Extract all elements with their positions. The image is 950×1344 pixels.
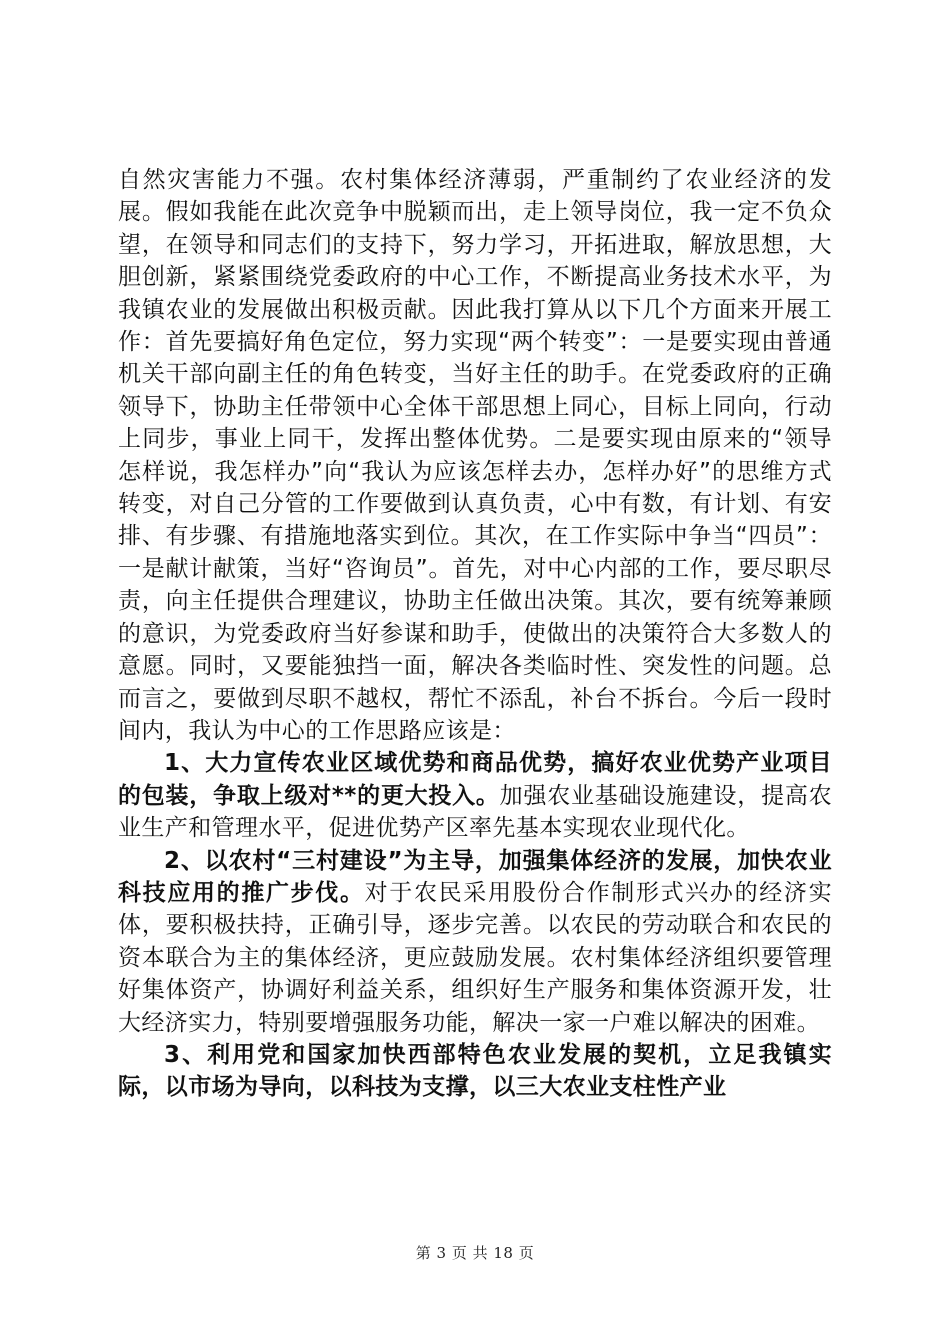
paragraph-intro (118, 164, 832, 747)
paragraph-text: 加强农业基础设施建设，提高农业生产和管理水平，促进优势产区率先基本实现农业现代化。 (118, 782, 832, 842)
paragraph-item-2 (118, 845, 832, 1039)
page-number-label: 第 3 页 共 18 页 (415, 1244, 535, 1262)
paragraph-heading: 1、大力宣传农业区域优势和商品优势，搞好农业优势产业项目的包装，争取上级对**的更大投入。 (118, 750, 832, 809)
paragraph-text: 对于农民采用股份合作制形式兴办的经济实体，要积极扶持，正确引导，逐步完善。以农民的劳动联合和农民的资本联合为主的集体经济，更应鼓励发展。农村集体经济组织要管理好集体资产，协调好利益关系，组织好生产服务和集体资源开发，壮大经济实力，特别要增强服务功能，解决一家一户难以解决的困难。 (118, 879, 832, 1036)
paragraph-item-3 (118, 1039, 832, 1104)
document-body (118, 164, 832, 1104)
paragraph-item-1 (118, 747, 832, 844)
page-footer (0, 1242, 950, 1263)
paragraph-text: 自然灾害能力不强。农村集体经济薄弱，严重制约了农业经济的发展。假如我能在此次竞争中脱颖而出，走上领导岗位，我一定不负众望，在领导和同志们的支持下，努力学习，开拓进取，解放思想，大胆创新，紧紧围绕党委政府的中心工作，不断提高业务技术水平，为我镇农业的发展做出积极贡献。因此我打算从以下几个方面来开展工作：首先要搞好角色定位，努力实现“两个转变”：一是要实现由普通机关干部向副主任的角色转变，当好主任的助手。在党委政府的正确领导下，协助主任带领中心全体干部思想上同心，目标上同向，行动上同步，事业上同干，发挥出整体优势。二是要实现由原来的“领导怎样说，我怎样办”向“我认为应该怎样去办，怎样办好”的思维方式转变，对自己分管的工作要做到认真负责，心中有数，有计划、有安排、有步骤、有措施地落实到位。其次，在工作实际中争当“四员”：一是献计献策，当好“咨询员”。首先，对中心内部的工作，要尽职尽责，向主任提供合理建议，协助主任做出决策。其次，要有统筹兼顾的意识，为党委政府当好参谋和助手，使做出的决策符合大多数人的意愿。同时，又要能独挡一面，解决各类临时性、突发性的问题。总而言之，要做到尽职不越权，帮忙不添乱，补台不拆台。今后一段时间内，我认为中心的工作思路应该是： (118, 167, 832, 744)
paragraph-heading: 2、以农村“三村建设”为主导，加强集体经济的发展，加快农业科技应用的推广步伐。 (118, 847, 832, 906)
paragraph-heading: 3、利用党和国家加快西部特色农业发展的契机，立足我镇实际，以市场为导向，以科技为支撑，以三大农业支柱性产业 (118, 1041, 832, 1101)
